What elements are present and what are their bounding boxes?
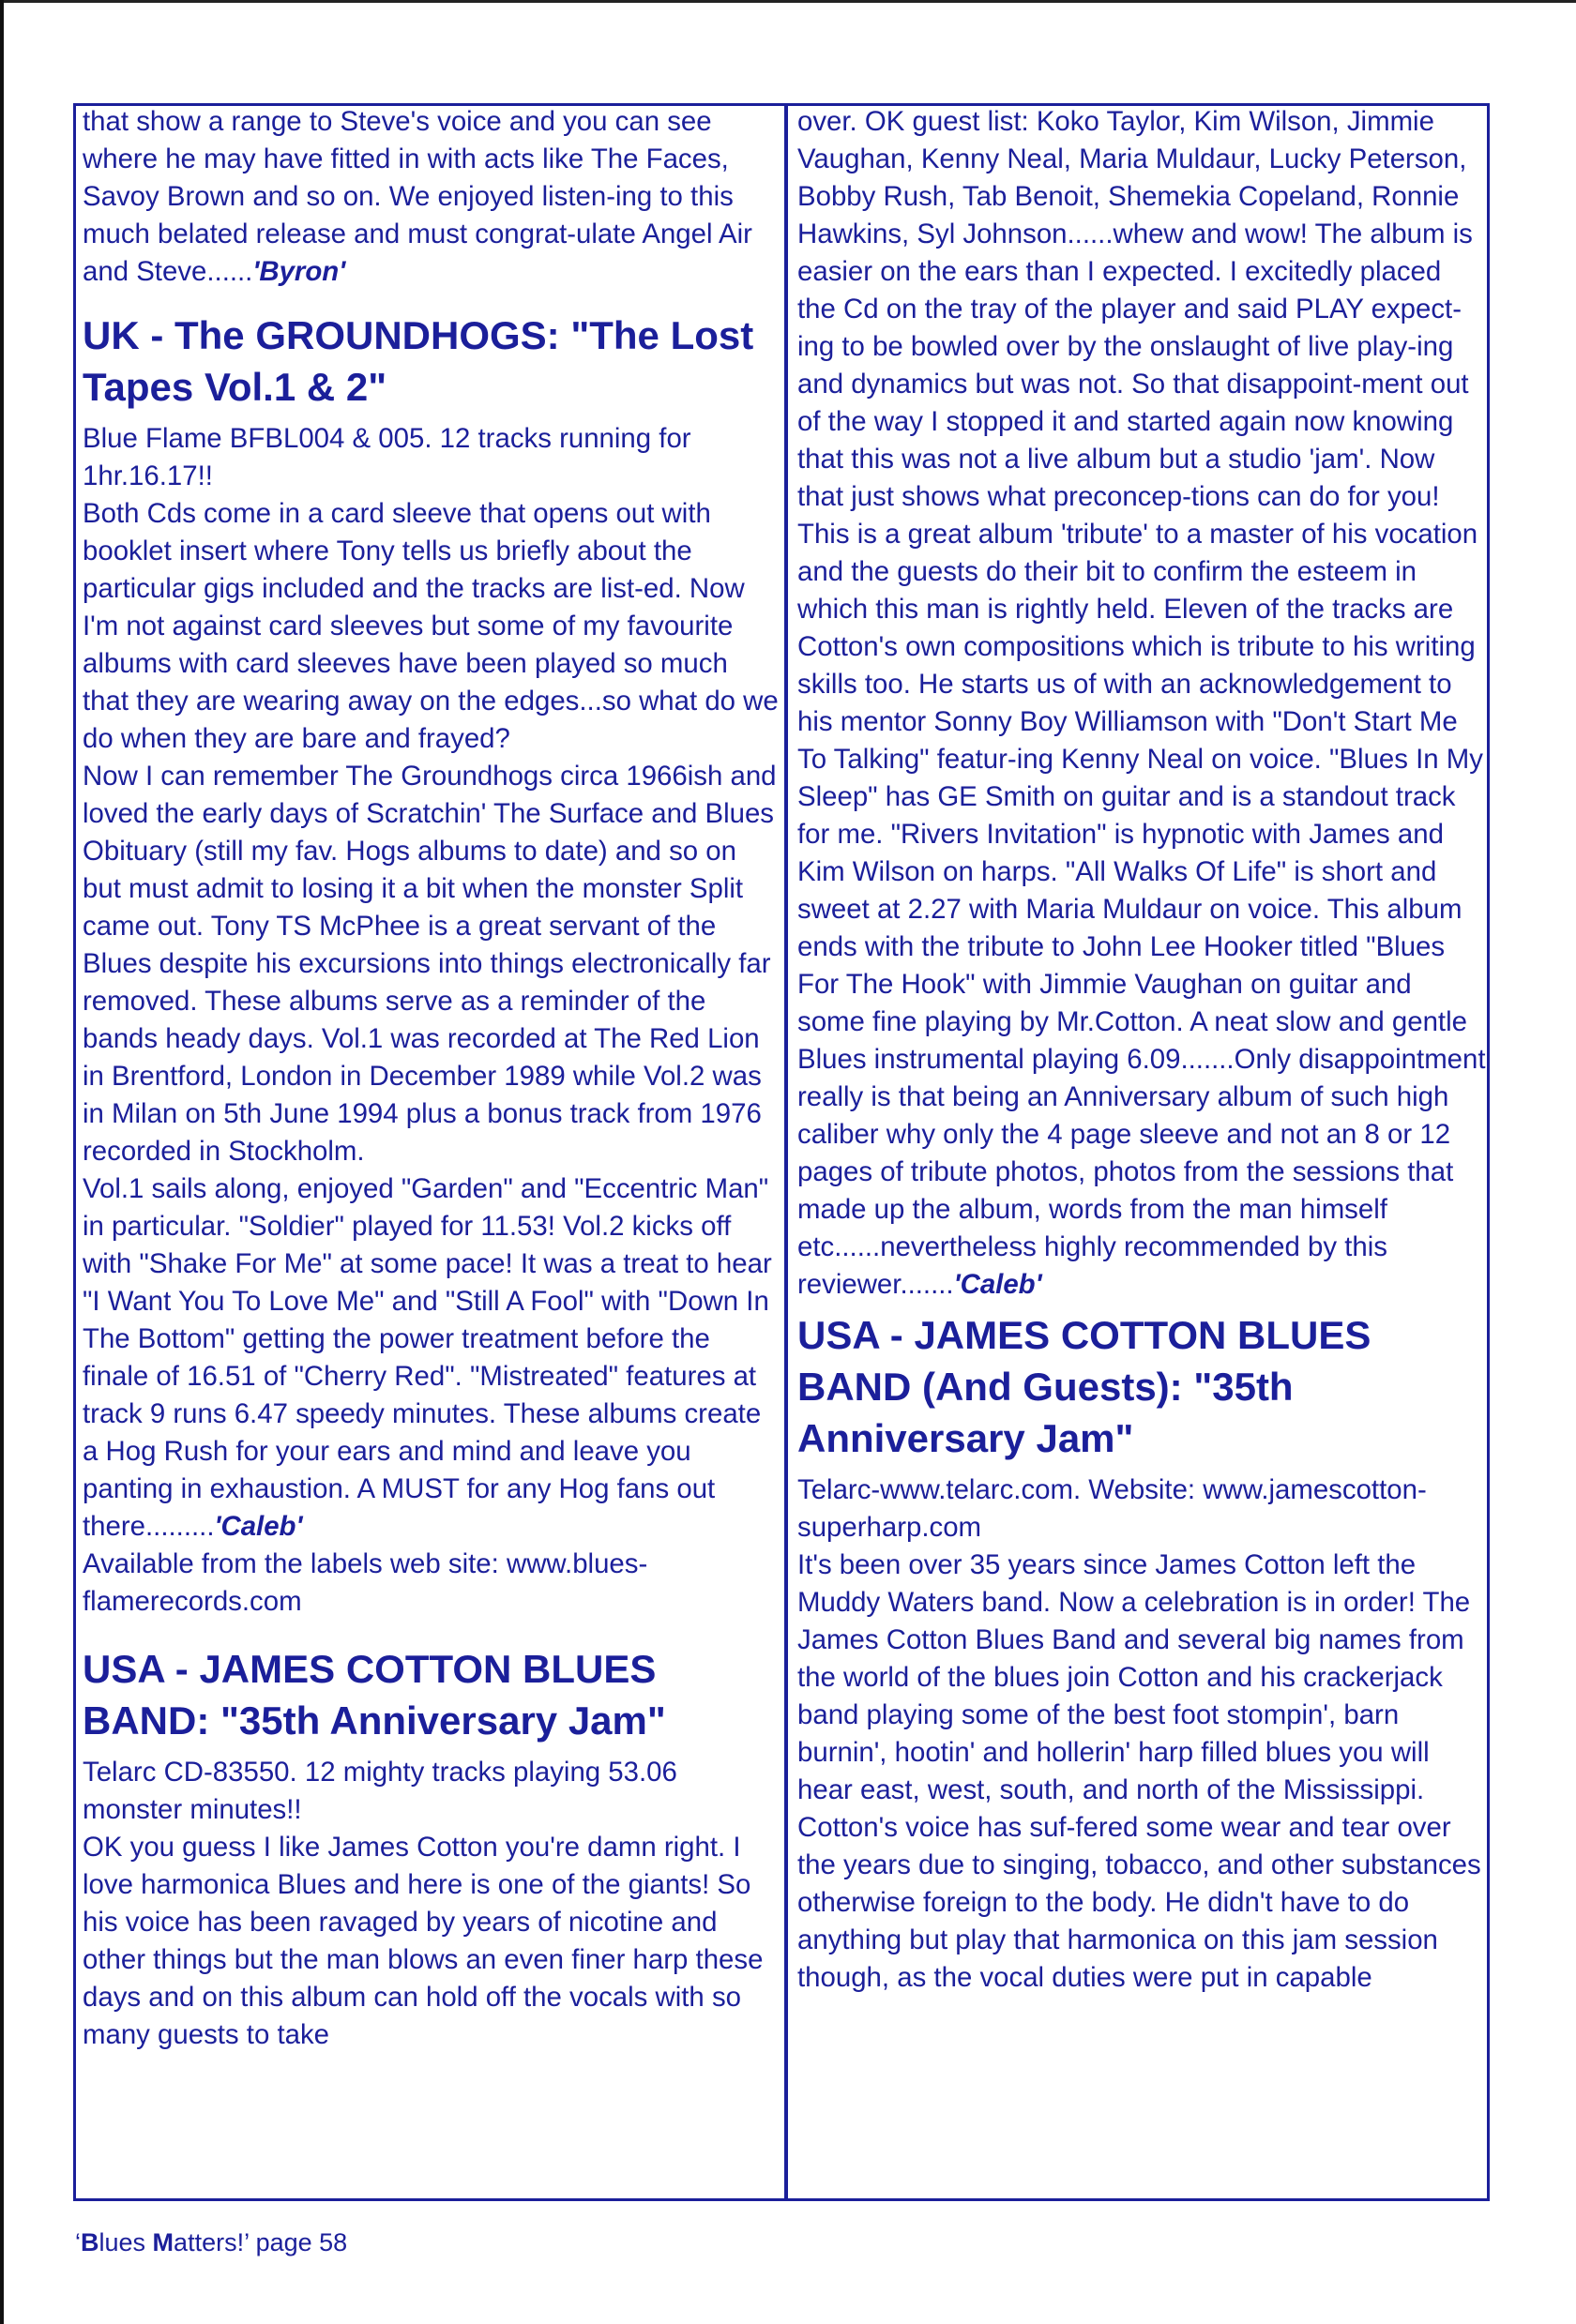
- intro-text: that show a range to Steve's voice and you can see where he may have fitted in with acts like The Faces, Savoy Brown and so on. We enjoyed listen-ing to this much belated release and must congrat-ulate Angel Air and Steve......: [83, 106, 752, 287]
- groundhogs-paragraph: Now I can remember The Groundhogs circa 1966ish and loved the early days of Scratchin' The Surface and Blues Obituary (still my fav. Hogs albums to date) and so on but must admit to losing it a bit when the monster Split came out. Tony TS McPhee is a great servant of the Blues despite his excursions into things electronically far removed. These albums serve as a reminder of the bands heady days. Vol.1 was recorded at The Red Lion in Brentford, London in December 1989 while Vol.2 was in Milan on 5th June 1994 plus a bonus track from 1976 recorded in Stockholm.: [83, 761, 777, 1167]
- footer-cap-m: M: [152, 2228, 174, 2256]
- groundhogs-text: Vol.1 sails along, enjoyed "Garden" and "Eccentric Man" in particular. "Soldier" played for 11.53! Vol.2 kicks off with "Shake For Me" at some pace! It was a treat to hear "I Want You To Love Me" and "Still A Fool" with "Down In The Bottom" getting the power treatment before the finale of 16.51 of "Cherry Red". "Mistreated" features at track 9 runs 6.47 speedy minutes. These albums create a Hog Rush for your ears and mind and leave you panting in exhaustion. A MUST for any Hog fans out there.........: [83, 1173, 772, 1542]
- cotton-review-paragraph: [797, 516, 1486, 1304]
- groundhogs-paragraph: Both Cds come in a card sleeve that opens out with booklet insert where Tony tells us briefly about the particular gigs included and the tracks are list-ed. Now I'm not against card sleeves but some of my favourite albums with card sleeves have been played so much that they are wearing away on the edges...so what do we do when they are bare and frayed?: [83, 498, 779, 754]
- cotton-guests-details: Telarc-www.telarc.com. Website: www.jamescotton-superharp.com: [797, 1474, 1427, 1543]
- footer-text-atters: atters!: [174, 2228, 245, 2256]
- cotton-review-text: This is a great album 'tribute' to a master of his vocation and the guests do their bit to confirm the esteem in which this man is rightly held. Eleven of the tracks are Cotton's own compositions which is tribute to his writing skills too. He starts us of with an acknowledgement to his mentor Sonny Boy Williamson with "Don't Start Me To Talking" featur-ing Kenny Neal on voice. "Blues In My Sleep" has GE Smith on guitar and is a standout track for me. "Rivers Invitation" is hypnotic with James and Kim Wilson on harps. "All Walks Of Life" is short and sweet at 2.27 with Maria Muldaur on voice. This album ends with the tribute to John Lee Hooker titled "Blues For The Hook" with Jimmie Vaughan on guitar and some fine playing by Mr.Cotton. A neat slow and gentle Blues instrumental playing 6.09.......Only disappointment really is that being an Anniversary album of such high caliber why only the 4 page sleeve and not an 8 or 12 pages of tribute photos, photos from the sessions that made up the album, words from the man himself etc......nevertheless highly recommended by this reviewer.......: [797, 519, 1486, 1300]
- footer-cap-b: B: [81, 2228, 99, 2256]
- cotton-guests-heading: USA - JAMES COTTON BLUES BAND (And Guests): "35th Anniversary Jam": [797, 1313, 1371, 1460]
- intro-paragraph: [83, 103, 779, 291]
- cotton-review-paragraph: OK you guess I like James Cotton you're damn right. I love harmonica Blues and here is one of the giants! So his voice has been ravaged by years of nicotine and other things but the man blows an even finer harp these days and on this album can hold off the vocals with so many guests to take: [83, 1832, 764, 2050]
- groundhogs-paragraph: Available from the labels web site: www.blues-flamerecords.com: [83, 1548, 648, 1617]
- groundhogs-details: Blue Flame BFBL004 & 005. 12 tracks running for 1hr.16.17!!: [83, 423, 691, 491]
- column-divider: [784, 103, 788, 2201]
- groundhogs-heading: UK - The GROUNDHOGS: "The Lost Tapes Vol.1 & 2": [83, 313, 754, 409]
- scan-top-edge: [0, 0, 1576, 3]
- footer-quote-open: ‘: [75, 2228, 81, 2256]
- cotton-guests-paragraph: It's been over 35 years since James Cotton left the Muddy Waters band. Now a celebration is in order! The James Cotton Blues Band and several big names from the world of the blues join Cotton and his crackerjack band playing some of the best foot stompin', barn burnin', hootin' and hollerin' harp filled blues you will hear east, west, south, and north of the Mississippi. Cotton's voice has suf-fered some wear and tear over the years due to singing, tobacco, and other substances otherwise foreign to the body. He didn't have to do anything but play that harmonica on this jam session though, as the vocal duties were put in capable: [797, 1549, 1481, 1993]
- footer-quote-close: ’: [244, 2228, 250, 2256]
- scan-left-edge: [0, 0, 4, 2324]
- byline: 'Byron': [252, 256, 346, 287]
- groundhogs-paragraph: [83, 1170, 779, 1546]
- left-column: [83, 103, 779, 2195]
- cotton-review-heading: USA - JAMES COTTON BLUES BAND: "35th Anniversary Jam": [83, 1647, 666, 1743]
- footer-page-number: page 58: [249, 2228, 348, 2256]
- cotton-review-paragraph: over. OK guest list: Koko Taylor, Kim Wilson, Jimmie Vaughan, Kenny Neal, Maria Muldaur, Lucky Peterson, Bobby Rush, Tab Benoit, Shemekia Copeland, Ronnie Hawkins, Syl Johnson......whew and wow! The album is easier on the ears than I expected. I excitedly placed the Cd on the tray of the player and said PLAY expect-ing to be bowled over by the onslaught of live play-ing and dynamics but was not. So that disappoint-ment out of the way I stopped it and started again now knowing that this was not a live album but a studio 'jam'. Now that just shows what preconcep-tions can do for you!: [797, 106, 1473, 512]
- page-footer: [75, 2228, 347, 2257]
- byline: 'Caleb': [953, 1269, 1042, 1300]
- cotton-review-details: Telarc CD-83550. 12 mighty tracks playing 53.06 monster minutes!!: [83, 1757, 677, 1825]
- byline: 'Caleb': [214, 1511, 303, 1542]
- right-column: [797, 103, 1486, 2195]
- footer-text-lues: lues: [98, 2228, 153, 2256]
